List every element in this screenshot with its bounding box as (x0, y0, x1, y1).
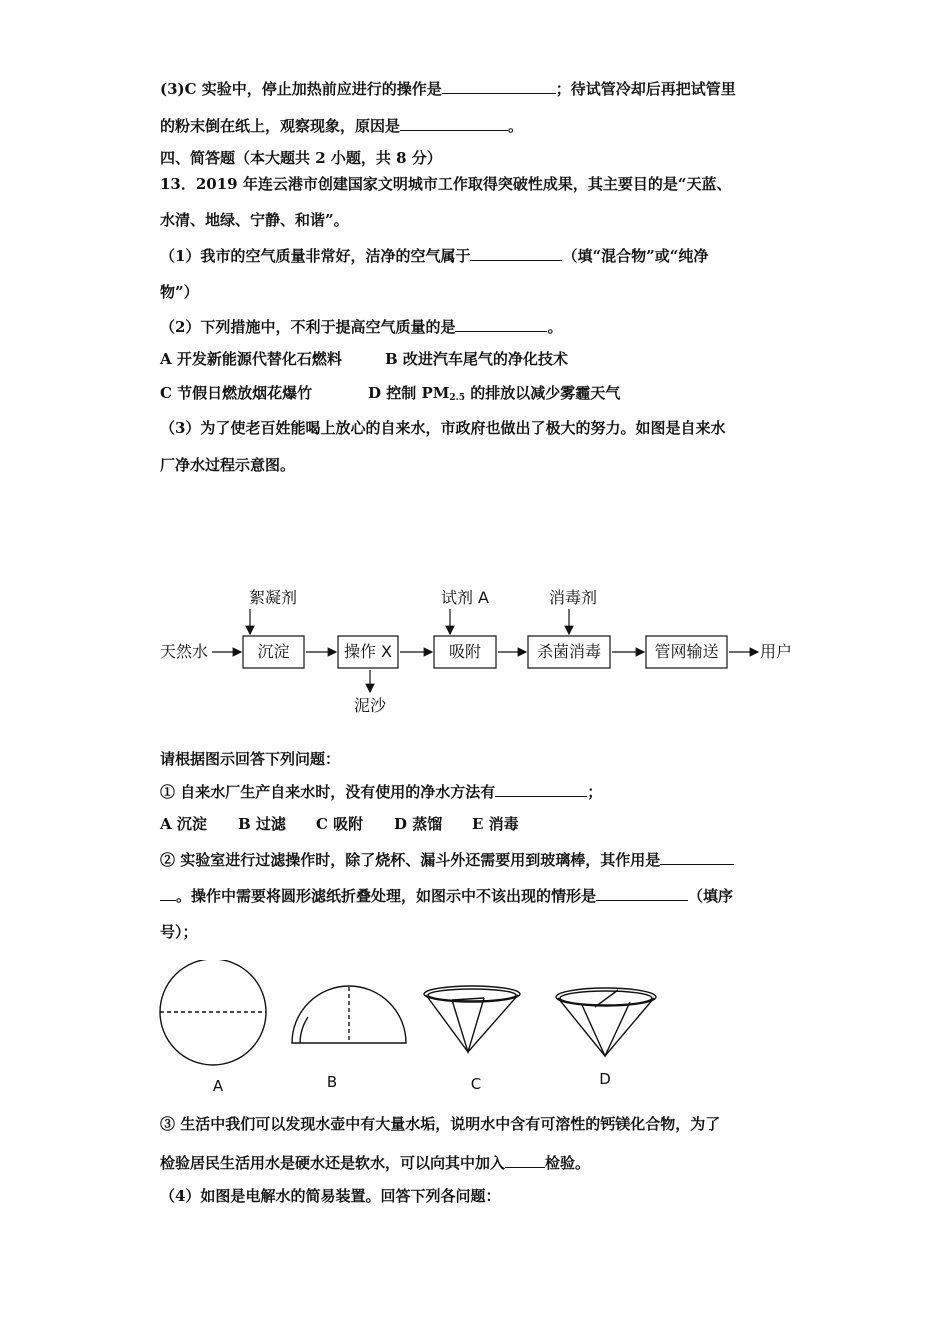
q13-sub1: ① 自来水厂生产自来水时，没有使用的净水方法有 ； (160, 783, 603, 801)
filter-label-a: A (212, 1077, 224, 1095)
answer-blank[interactable] (505, 1152, 545, 1168)
flow-input-2: 试剂 A (440, 588, 490, 607)
filter-paper-figures (150, 960, 670, 1100)
answer-blank[interactable] (470, 245, 562, 261)
filter-figure-d (556, 988, 656, 1056)
q13-intro-1: 13．2019 年连云港市创建国家文明城市工作取得突破性成果，其主要目的是“天蓝、 (160, 175, 732, 193)
flow-input-1: 絮凝剂 (248, 588, 298, 607)
q13-part3-2: 厂净水过程示意图。 (160, 456, 296, 474)
flow-step-4: 杀菌消毒 (536, 642, 602, 661)
sub1-option-c: C 吸附 (316, 815, 364, 833)
q13-sub2-line2: 。操作中需要将圆形滤纸折叠处理，如图示中不该出现的情形是 （填序 (160, 885, 733, 906)
answer-blank[interactable] (660, 849, 734, 865)
flow-step-5: 管网输送 (654, 642, 719, 661)
sub1-option-e: E 消毒 (472, 815, 519, 833)
flow-step-2: 操作 X (343, 642, 393, 661)
sub1-option-b: B 过滤 (238, 815, 286, 833)
filter-label-d: D (599, 1070, 611, 1088)
option-a: A 开发新能源代替化石燃料 (160, 350, 342, 368)
q13-ask: 请根据图示回答下列问题： (160, 750, 341, 768)
answer-blank[interactable] (400, 115, 508, 131)
flow-step-3: 吸附 (448, 642, 482, 661)
answer-blank[interactable] (455, 316, 547, 332)
answer-blank[interactable] (596, 885, 688, 901)
q13-part2: （2）下列措施中，不利于提高空气质量的是 。 (160, 318, 563, 336)
filter-figure-b (292, 986, 406, 1043)
q13-part4: （4）如图是电解水的简易装置。回答下列各问题： (160, 1187, 501, 1205)
answer-blank-cont[interactable] (160, 885, 176, 901)
q13-options-ab (160, 349, 568, 369)
q13-part3-1: （3）为了使老百姓能喝上放心的自来水，市政府也做出了极大的努力。如图是自来水 (160, 419, 726, 437)
filter-figure-a (160, 960, 266, 1065)
option-b: B 改进汽车尾气的净化技术 (385, 350, 568, 368)
filter-label-b: B (326, 1073, 338, 1091)
filter-figure-c (424, 986, 520, 1052)
flow-source: 天然水 (160, 642, 209, 661)
flow-end: 用户 (760, 642, 793, 661)
section-heading: 四、简答题（本大题共 2 小题，共 8 分） (160, 149, 442, 167)
filter-label-c: C (470, 1075, 482, 1093)
sub1-option-d: D 蒸馏 (394, 815, 443, 833)
q13-sub3-line2: 检验居民生活用水是硬水还是软水，可以向其中加入 检验。 (160, 1154, 591, 1172)
water-treatment-flow-diagram (150, 575, 800, 725)
q13-intro-2: 水清、地绿、宁静、和谐”。 (160, 211, 349, 229)
q3c-line-1: (3)C 实验中，停止加热前应进行的操作是 ；待试管冷却后再把试管里 (160, 80, 736, 98)
answer-blank[interactable] (442, 78, 556, 94)
q13-part1-cont: 物”） (160, 283, 199, 301)
flow-step-1: 沉淀 (257, 642, 290, 661)
q3c-line-2: 的粉末倒在纸上，观察现象，原因是 。 (160, 117, 524, 135)
option-c: C 节假日燃放烟花爆竹 (160, 384, 313, 402)
flow-output-mud: 泥沙 (353, 696, 387, 715)
option-d: D 控制 $PM_{2.5}$ 的排放以减少雾霾天气 (368, 384, 621, 403)
flow-input-3: 消毒剂 (548, 588, 598, 607)
q13-sub3-line1: ③ 生活中我们可以发现水壶中有大量水垢，说明水中含有可溶性的钙镁化合物，为了 (160, 1115, 721, 1133)
q13-sub1-options (160, 814, 519, 834)
sub1-option-a: A 沉淀 (160, 815, 207, 833)
answer-blank[interactable] (495, 781, 587, 797)
q13-sub2-line1: ② 实验室进行过滤操作时，除了烧杯、漏斗外还需要用到玻璃棒，其作用是 (160, 849, 734, 870)
q13-options-cd (160, 383, 620, 408)
q13-part1: （1）我市的空气质量非常好，洁净的空气属于 （填“混合物”或“纯净 (160, 247, 709, 265)
q13-sub2-line3: 号）； (160, 923, 198, 941)
